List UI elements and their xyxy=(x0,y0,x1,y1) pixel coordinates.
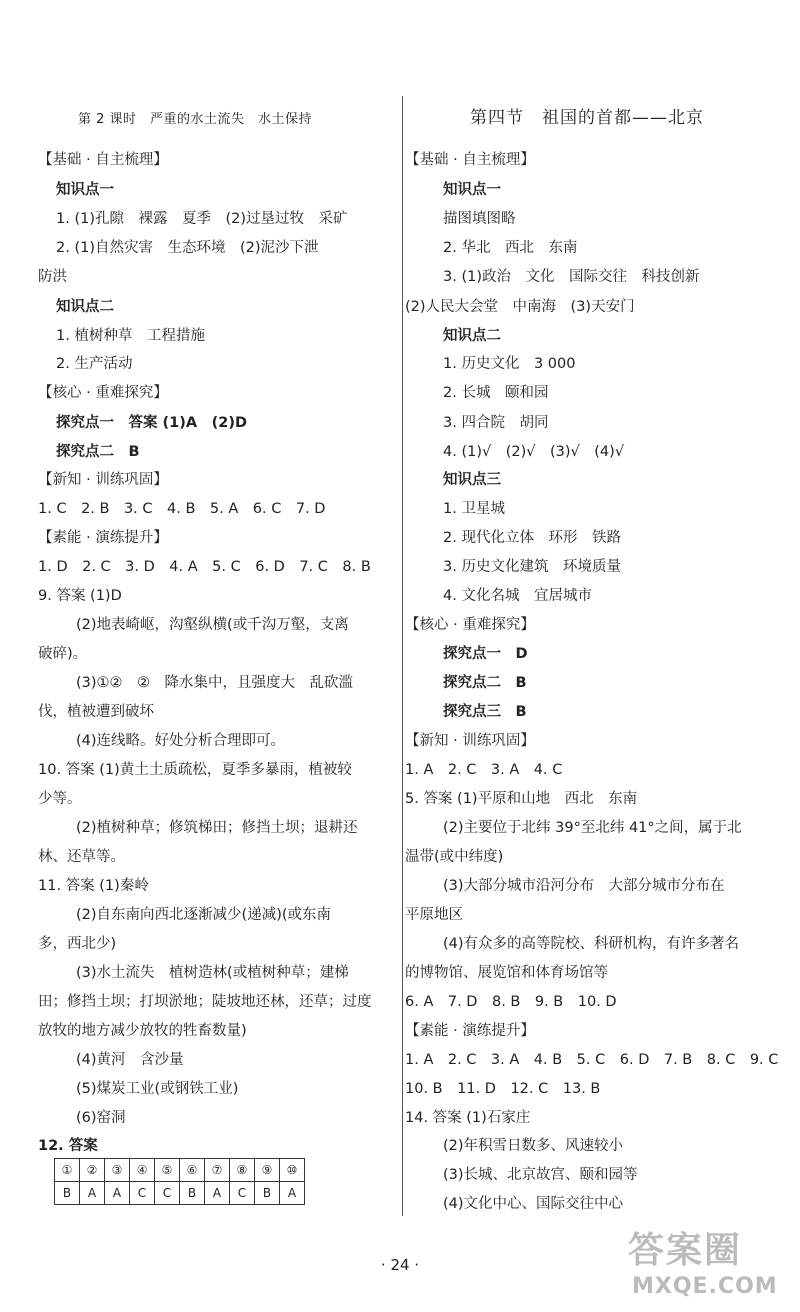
inquiry-answer: 探究点一 D xyxy=(443,646,528,662)
answer-line: (2)人民大会堂 中南海 (3)天安门 xyxy=(405,299,635,315)
answer-line: 田；修挡土坝；打坝淤地；陡坡地还林，还草；过度 xyxy=(38,994,372,1010)
table-cell: B xyxy=(55,1182,80,1205)
answer-line: 10. B 11. D 12. C 13. B xyxy=(405,1081,601,1097)
section-heading: 【新知 · 训练巩固】 xyxy=(405,733,535,749)
answer-line: 14. 答案 (1)石家庄 xyxy=(405,1110,531,1126)
answer-line: 1. C 2. B 3. C 4. B 5. A 6. C 7. D xyxy=(38,501,326,517)
left-column xyxy=(38,0,400,1250)
table-header-cell: ⑧ xyxy=(230,1159,255,1182)
answer-line: 多，西北少) xyxy=(38,936,117,952)
answer-line: 1. A 2. C 3. A 4. C xyxy=(405,762,563,778)
page-number: · 24 · xyxy=(380,1256,420,1274)
section-heading: 【基础 · 自主梳理】 xyxy=(405,152,535,168)
answer-line: 9. 答案 (1)D xyxy=(38,588,122,604)
right-column xyxy=(405,0,779,1250)
answer-line: 描图填图略 xyxy=(443,211,516,227)
answer-line: 1. 植树种草 工程措施 xyxy=(56,328,205,344)
answer-line: 1. D 2. C 3. D 4. A 5. C 6. D 7. C 8. B xyxy=(38,559,371,575)
answer-line: (3)①② ② 降水集中，且强度大 乱砍滥 xyxy=(76,675,354,691)
answer-line: 2. 现代化立体 环形 铁路 xyxy=(443,530,621,546)
table-header-cell: ⑥ xyxy=(180,1159,205,1182)
answer-line: (5)煤炭工业(或钢铁工业) xyxy=(76,1081,239,1097)
answer-line: (2)植树种草；修筑梯田；修挡土坝；退耕还 xyxy=(76,820,358,836)
knowledge-point-heading: 知识点二 xyxy=(56,299,114,315)
answer-line: 林、还草等。 xyxy=(38,849,125,865)
table-header-cell: ⑤ xyxy=(155,1159,180,1182)
section-heading: 【基础 · 自主梳理】 xyxy=(38,152,168,168)
table-header-cell: ③ xyxy=(105,1159,130,1182)
answer-line: 伐，植被遭到破坏 xyxy=(38,704,154,720)
watermark-text: 答案圈 xyxy=(628,1230,743,1271)
answer-line: 3. 四合院 胡同 xyxy=(443,415,549,431)
answer-line: (2)自东南向西北逐渐减少(递减)(或东南 xyxy=(76,907,332,923)
table-cell: C xyxy=(230,1182,255,1205)
answer-line: (3)水土流失 植树造林(或植树种草；建梯 xyxy=(76,965,349,981)
answer-line: 2. (1)自然灾害 生态环境 (2)泥沙下泄 xyxy=(56,240,319,256)
answer-line: 的博物馆、展览馆和体育场馆等 xyxy=(405,965,608,981)
table-header-cell: ② xyxy=(80,1159,105,1182)
table-header-cell: ⑩ xyxy=(280,1159,305,1182)
table-cell: A xyxy=(205,1182,230,1205)
answer-line: 5. 答案 (1)平原和山地 西北 东南 xyxy=(405,791,638,807)
answer-line: 11. 答案 (1)秦岭 xyxy=(38,878,149,894)
answer-line: (3)长城、北京故宫、颐和园等 xyxy=(443,1167,638,1183)
inquiry-answer: 探究点三 B xyxy=(443,704,527,720)
answer-line: 12. 答案 xyxy=(38,1138,98,1154)
section-heading: 【核心 · 重难探究】 xyxy=(38,385,168,401)
table-header-cell: ⑦ xyxy=(205,1159,230,1182)
answer-line: 防洪 xyxy=(38,269,67,285)
answer-line: 放牧的地方减少放牧的牲畜数量) xyxy=(38,1023,247,1039)
answer-line: 破碎)。 xyxy=(38,646,88,662)
answer-line: 4. (1)√ (2)√ (3)√ (4)√ xyxy=(443,444,625,460)
answer-line: (3)大部分城市沿河分布 大部分城市分布在 xyxy=(443,878,725,894)
watermark-logo xyxy=(622,1222,792,1304)
answer-line: (4)有众多的高等院校、科研机构，有许多著名 xyxy=(443,936,740,952)
answer-line: 2. 生产活动 xyxy=(56,356,133,372)
inquiry-answer: 探究点一 答案 (1)A (2)D xyxy=(56,415,247,431)
column-divider xyxy=(402,96,403,1216)
knowledge-point-heading: 知识点三 xyxy=(443,472,501,488)
table-cell: B xyxy=(255,1182,280,1205)
table-cell: B xyxy=(180,1182,205,1205)
knowledge-point-heading: 知识点一 xyxy=(443,182,501,198)
knowledge-point-heading: 知识点一 xyxy=(56,182,114,198)
answer-line: 10. 答案 (1)黄土土质疏松，夏季多暴雨，植被较 xyxy=(38,762,352,778)
section-heading: 【核心 · 重难探究】 xyxy=(405,617,535,633)
table-cell: A xyxy=(80,1182,105,1205)
answer-line: 2. 华北 西北 东南 xyxy=(443,240,578,256)
answer-line: (2)年积雪日数多、风速较小 xyxy=(443,1138,624,1154)
answer-line: 3. 历史文化建筑 环境质量 xyxy=(443,559,621,575)
knowledge-point-heading: 知识点二 xyxy=(443,328,501,344)
answer-line: 1. 卫星城 xyxy=(443,501,505,517)
table-cell: C xyxy=(130,1182,155,1205)
section-heading: 【新知 · 训练巩固】 xyxy=(38,472,168,488)
answer-line: (4)文化中心、国际交往中心 xyxy=(443,1196,624,1212)
table-cell: C xyxy=(155,1182,180,1205)
answer-line: (2)地表崎岖，沟壑纵横(或千沟万壑，支离 xyxy=(76,617,349,633)
section-title: 第四节 祖国的首都——北京 xyxy=(470,108,704,128)
section-heading: 【素能 · 演练提升】 xyxy=(405,1023,535,1039)
table-cell: A xyxy=(105,1182,130,1205)
table-header-cell: ① xyxy=(55,1159,80,1182)
table-header-cell: ④ xyxy=(130,1159,155,1182)
answer-line: 6. A 7. D 8. B 9. B 10. D xyxy=(405,994,617,1010)
answer-line: 平原地区 xyxy=(405,907,463,923)
answer-line: (2)主要位于北纬 39°至北纬 41°之间，属于北 xyxy=(443,820,742,836)
section-heading: 【素能 · 演练提升】 xyxy=(38,530,168,546)
answer-line: 1. (1)孔隙 裸露 夏季 (2)过垦过牧 采矿 xyxy=(56,211,348,227)
answer-line: 4. 文化名城 宜居城市 xyxy=(443,588,592,604)
watermark-url: MXQE.COM xyxy=(632,1274,778,1299)
inquiry-answer: 探究点二 B xyxy=(56,444,140,460)
table-header-row xyxy=(55,1159,305,1182)
table-header-cell: ⑨ xyxy=(255,1159,280,1182)
table-cell: A xyxy=(280,1182,305,1205)
answer-table xyxy=(54,1158,305,1205)
answer-line: 3. (1)政治 文化 国际交往 科技创新 xyxy=(443,269,700,285)
answer-line: 温带(或中纬度) xyxy=(405,849,504,865)
answer-line: (4)连线略。好处分析合理即可。 xyxy=(76,733,286,749)
answer-line: 少等。 xyxy=(38,791,82,807)
answer-line: 1. 历史文化 3 000 xyxy=(443,356,576,372)
answer-line: (4)黄河 含沙量 xyxy=(76,1052,184,1068)
answer-line: 2. 长城 颐和园 xyxy=(443,385,549,401)
answer-line: 1. A 2. C 3. A 4. B 5. C 6. D 7. B 8. C 9. C xyxy=(405,1052,779,1068)
inquiry-answer: 探究点二 B xyxy=(443,675,527,691)
table-row xyxy=(55,1182,305,1205)
lesson-title: 第 2 课时 严重的水土流失 水土保持 xyxy=(78,112,313,127)
answer-line: (6)窑洞 xyxy=(76,1110,126,1126)
